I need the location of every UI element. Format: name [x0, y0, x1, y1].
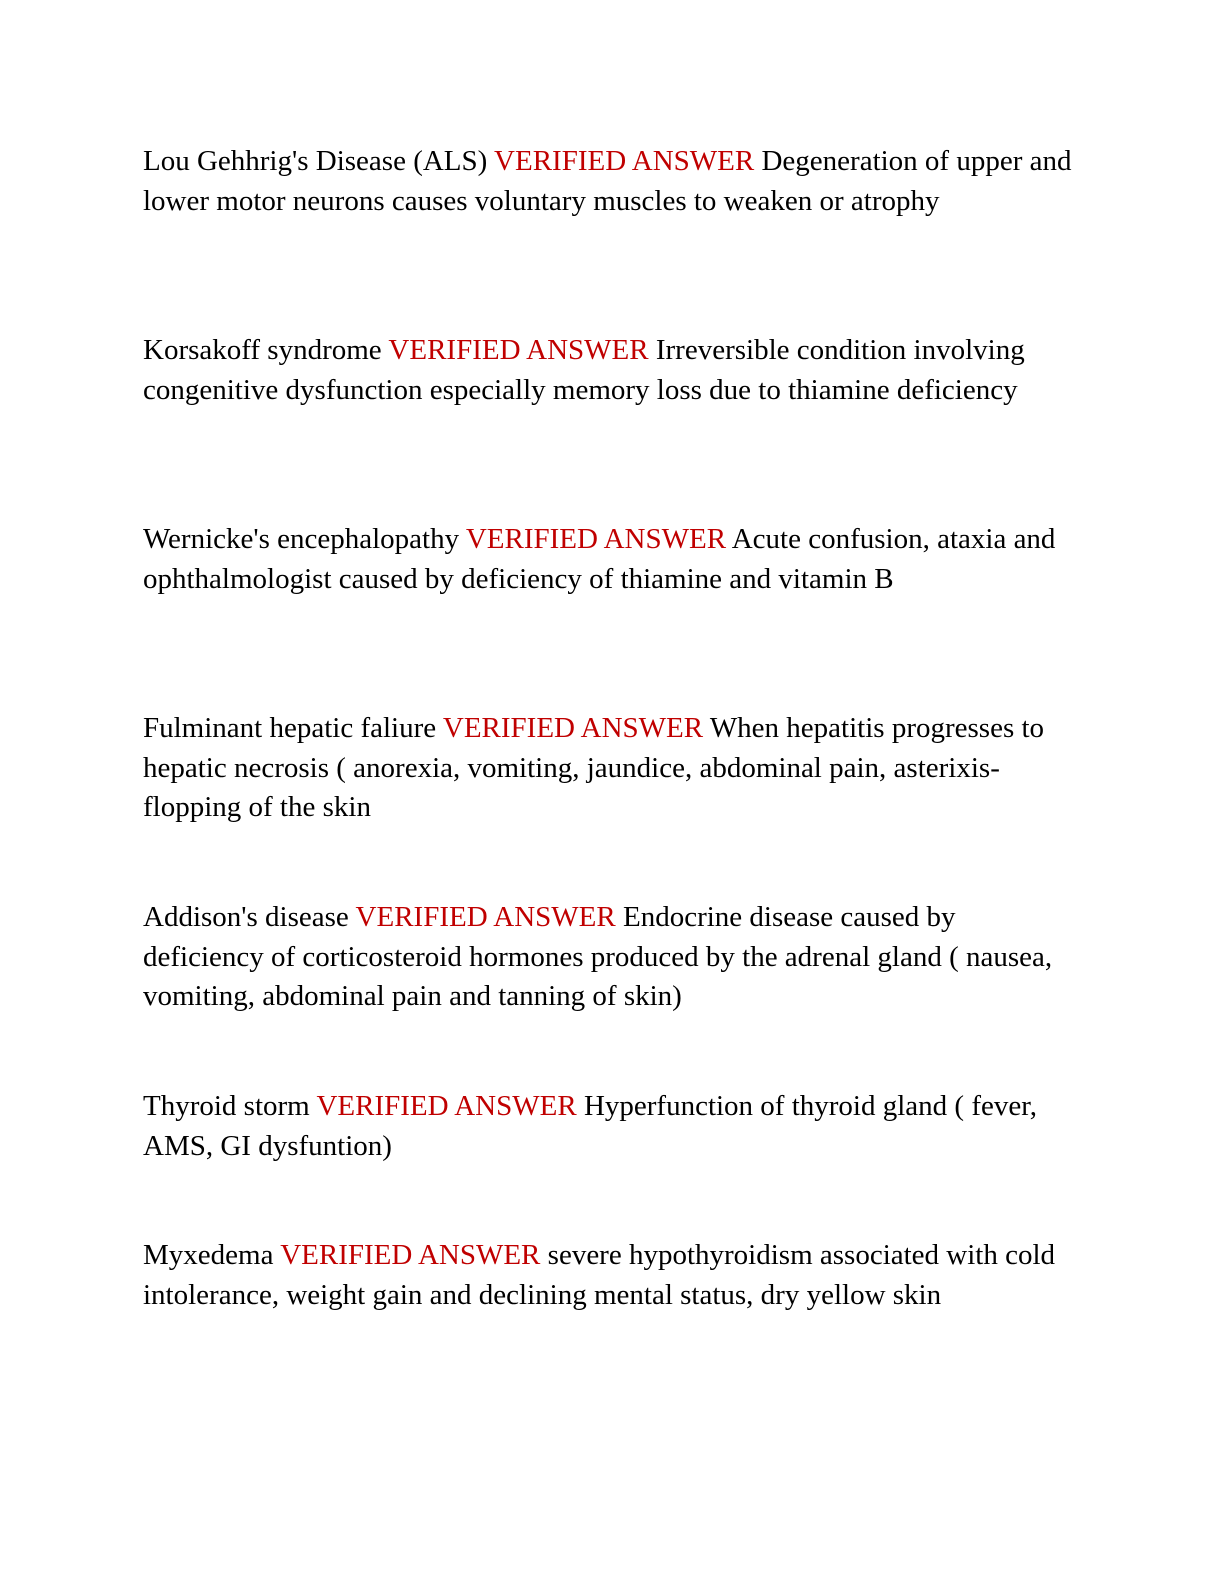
entry-definition: When hepatitis progresses to hepatic necrosis ( anorexia, vomiting, jaundice, abdominal pain, asterixis- flopping of the skin	[143, 712, 1045, 823]
entry-korsakoff	[143, 331, 1073, 410]
entry-thyroid-storm	[143, 1087, 1073, 1166]
entry-term: Korsakoff syndrome	[143, 334, 382, 366]
entry-wernicke	[143, 520, 1073, 599]
entry-addisons	[143, 898, 1073, 1017]
entry-definition: Endocrine disease caused by deficiency of corticosteroid hormones produced by the adrenal gland ( nausea, vomiting, abdominal pain and tanning of skin)	[143, 901, 1053, 1012]
entry-fulminant-hepatic-failure	[143, 709, 1073, 828]
verified-answer-label: VERIFIED ANSWER	[280, 1239, 541, 1271]
entry-als	[143, 142, 1073, 221]
entry-term: Addison's disease	[143, 901, 349, 933]
entry-term: Thyroid storm	[143, 1090, 310, 1122]
entry-definition: Hyperfunction of thyroid gland ( fever, AMS, GI dysfuntion)	[143, 1090, 1037, 1162]
verified-answer-label: VERIFIED ANSWER	[316, 1090, 577, 1122]
verified-answer-label: VERIFIED ANSWER	[494, 145, 755, 177]
entry-term: Myxedema	[143, 1239, 274, 1271]
verified-answer-label: VERIFIED ANSWER	[388, 334, 649, 366]
entry-term: Lou Gehhrig's Disease (ALS)	[143, 145, 488, 177]
entry-definition: severe hypothyroidism associated with cold intolerance, weight gain and declining mental status, dry yellow skin	[143, 1239, 1056, 1311]
verified-answer-label: VERIFIED ANSWER	[355, 901, 616, 933]
entry-definition: Acute confusion, ataxia and ophthalmologist caused by deficiency of thiamine and vitamin B	[143, 523, 1056, 595]
entry-term: Wernicke's encephalopathy	[143, 523, 460, 555]
entry-definition: Degeneration of upper and lower motor neurons causes voluntary muscles to weaken or atrophy	[143, 145, 1072, 217]
entry-myxedema	[143, 1236, 1073, 1315]
entry-definition: Irreversible condition involving congenitive dysfunction especially memory loss due to thiamine deficiency	[143, 334, 1025, 406]
entry-term: Fulminant hepatic faliure	[143, 712, 437, 744]
verified-answer-label: VERIFIED ANSWER	[442, 712, 704, 744]
verified-answer-label: VERIFIED ANSWER	[465, 523, 727, 555]
